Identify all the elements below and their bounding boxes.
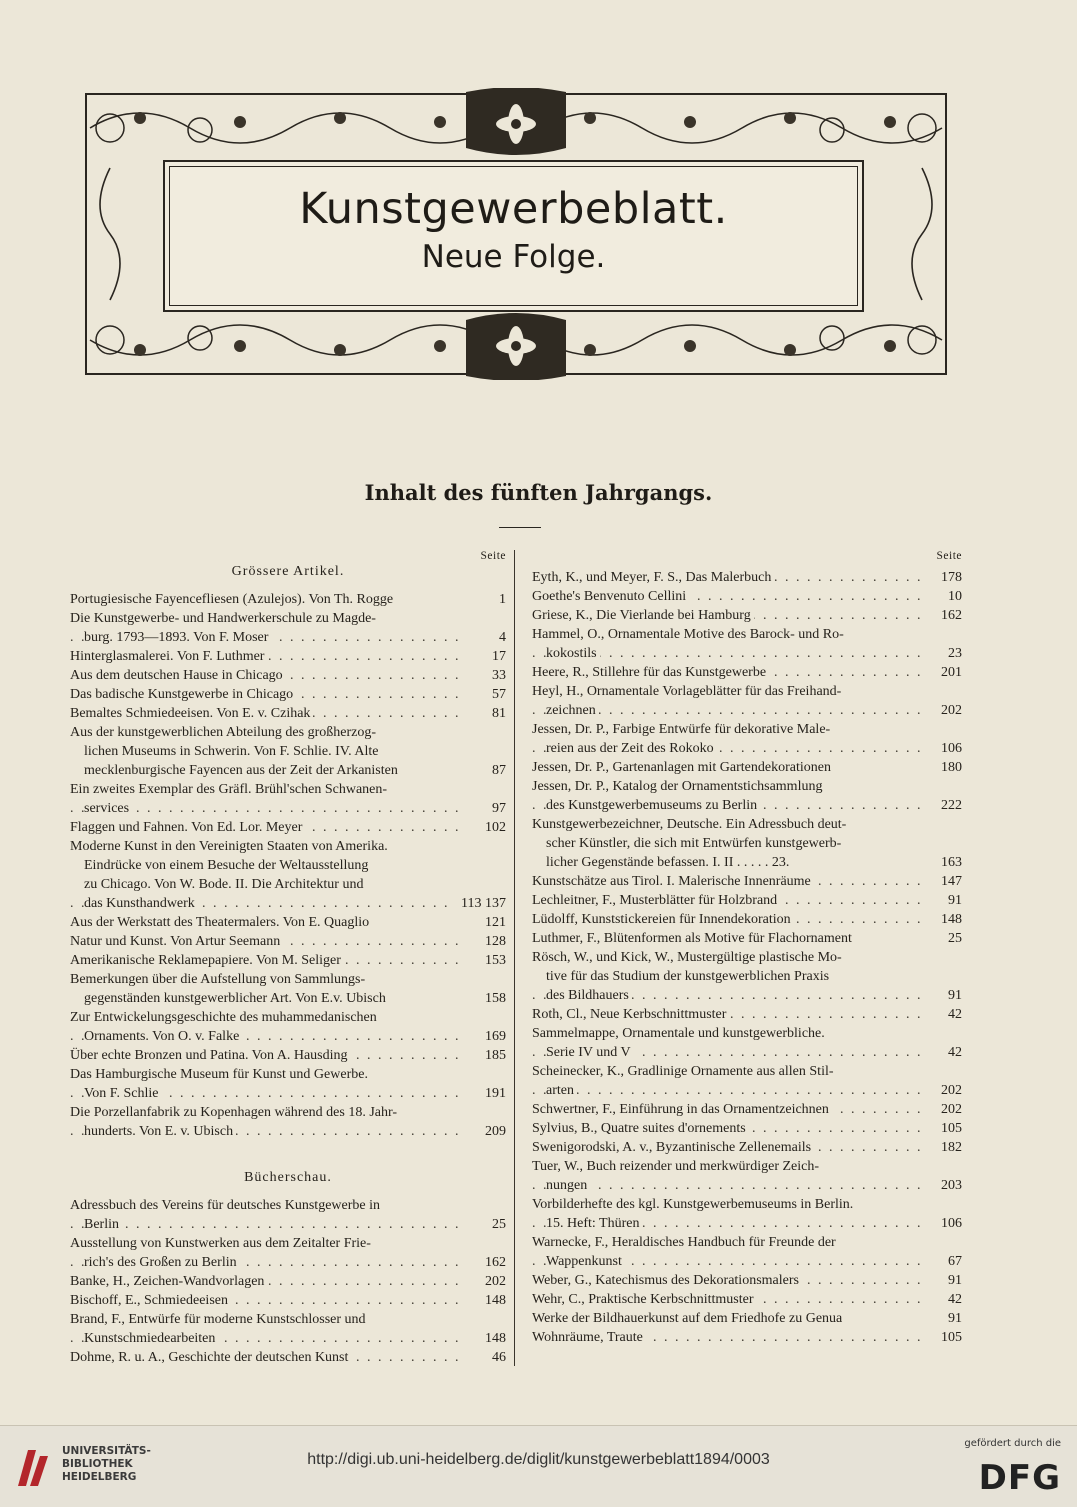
toc-entry-line — [532, 777, 962, 796]
entry-text: Kunstgewerbezeichner, Deutsche. Ein Adressbuch deut- — [532, 817, 847, 832]
entry-text: rich's des Großen zu Berlin — [84, 1255, 240, 1270]
toc-entry-line — [532, 1233, 962, 1252]
entry-text: licher Gegenstände befassen. I. II . . . . . 23. — [546, 855, 790, 870]
toc-entry-line — [532, 1176, 962, 1195]
entry-text: Das Hamburgische Museum für Kunst und Gewerbe. — [70, 1067, 368, 1082]
dfg-logo: DFG — [978, 1458, 1061, 1498]
entry-page-number: 147 — [930, 872, 962, 891]
toc-entry-line — [532, 891, 962, 910]
entry-text: Aus dem deutschen Hause in Chicago — [70, 668, 286, 683]
entry-page-number: 81 — [474, 704, 506, 723]
entry-page-number: 162 — [930, 606, 962, 625]
toc-entry-line — [70, 1065, 506, 1084]
column-divider — [514, 550, 515, 1366]
toc-entry-line — [70, 780, 506, 799]
entry-text: Sylvius, B., Quatre suites d'ornements — [532, 1121, 749, 1136]
entry-text: Heyl, H., Ornamentale Vorlageblätter für das Freihand- — [532, 684, 842, 699]
entry-text: Sammelmappe, Ornamentale und kunstgewerbliche. — [532, 1026, 825, 1041]
toc-entry-line — [532, 1138, 962, 1157]
footer-bar — [0, 1425, 1077, 1507]
entry-text: services — [84, 801, 132, 816]
entry-page-number: 91 — [930, 1309, 962, 1328]
toc-entry-line — [532, 834, 962, 853]
entry-text: des Bildhauers — [546, 988, 632, 1003]
entry-text: Bischoff, E., Schmiedeeisen — [70, 1293, 231, 1308]
entry-text: Kunstschätze aus Tirol. I. Malerische Innenräume — [532, 874, 814, 889]
entry-text: Weber, G., Katechismus des Dekorationsmalers — [532, 1273, 802, 1288]
entry-page-number: 23 — [930, 644, 962, 663]
entry-text: Warnecke, F., Heraldisches Handbuch für Freunde der — [532, 1235, 836, 1250]
toc-entry-line — [532, 1271, 962, 1290]
entry-text: Brand, F., Entwürfe für moderne Kunstschlosser und — [70, 1312, 366, 1327]
entry-text: Heere, R., Stillehre für das Kunstgewerbe — [532, 665, 769, 680]
entry-text: Über echte Bronzen und Patina. Von A. Hausding — [70, 1048, 351, 1063]
toc-entry-line — [70, 1329, 506, 1348]
entry-page-number: 182 — [930, 1138, 962, 1157]
entry-page-number: 105 — [930, 1328, 962, 1347]
entry-page-number: 203 — [930, 1176, 962, 1195]
entry-page-number: 33 — [474, 666, 506, 685]
article-list — [70, 590, 506, 1141]
toc-entry-line — [70, 647, 506, 666]
entry-page-number: 185 — [474, 1046, 506, 1065]
entry-text: Scheinecker, K., Gradlinige Ornamente aus allen Stil- — [532, 1064, 834, 1079]
entry-text: Wohnräume, Traute — [532, 1330, 646, 1345]
toc-entry-line — [70, 1291, 506, 1310]
toc-entry-line — [532, 587, 962, 606]
entry-text: 15. Heft: Thüren — [546, 1216, 642, 1231]
entry-page-number: 102 — [474, 818, 506, 837]
entry-page-number: 91 — [930, 1271, 962, 1290]
entry-text: tive für das Studium der kunstgewerblichen Praxis — [546, 969, 830, 984]
entry-text: Eindrücke von einem Besuche der Weltausstellung — [84, 858, 369, 873]
entry-text: Vorbilderhefte des kgl. Kunstgewerbemuseums in Berlin. — [532, 1197, 854, 1212]
entry-text: Jessen, Dr. P., Katalog der Ornamentstichsammlung — [532, 779, 823, 794]
university-name-line1: UNIVERSITÄTS- — [62, 1445, 151, 1457]
entry-text: Jessen, Dr. P., Farbige Entwürfe für dekorative Male- — [532, 722, 831, 737]
entry-text: Berlin — [84, 1217, 122, 1232]
entry-page-number: 180 — [930, 758, 962, 777]
entry-page-number: 10 — [930, 587, 962, 606]
entry-page-number: 178 — [930, 568, 962, 587]
entry-text: Goethe's Benvenuto Cellini — [532, 589, 689, 604]
toc-entry-line — [532, 606, 962, 625]
entry-text: Flaggen und Fahnen. Von Ed. Lor. Meyer — [70, 820, 305, 835]
toc-entry-line — [532, 910, 962, 929]
toc-entry-line — [532, 720, 962, 739]
entry-text: Moderne Kunst in den Vereinigten Staaten von Amerika. — [70, 839, 388, 854]
toc-entry-line — [532, 948, 962, 967]
university-name-line2: BIBLIOTHEK — [62, 1458, 133, 1470]
entry-text: Adressbuch des Vereins für deutsches Kunstgewerbe in — [70, 1198, 380, 1213]
page-column-label: Seite — [480, 550, 506, 562]
toc-entry-line — [70, 761, 506, 780]
entry-page-number: 91 — [930, 986, 962, 1005]
entry-text: des Kunstgewerbemuseums zu Berlin — [546, 798, 760, 813]
entry-page-number: 106 — [930, 739, 962, 758]
entry-text: Ornaments. Von O. v. Falke — [84, 1029, 242, 1044]
entry-text: Griese, K., Die Vierlande bei Hamburg — [532, 608, 754, 623]
entry-text: mecklenburgische Fayencen aus der Zeit der Arkanisten — [84, 763, 398, 778]
entry-text: arten — [546, 1083, 577, 1098]
toc-entry-line — [70, 913, 506, 932]
entry-text: Aus der kunstgewerblichen Abteilung des großherzog- — [70, 725, 376, 740]
entry-text: Lüdolff, Kunststickereien für Innendekoration — [532, 912, 794, 927]
entry-text: Die Kunstgewerbe- und Handwerkerschule zu Magde- — [70, 611, 376, 626]
entry-page-number: 128 — [474, 932, 506, 951]
toc-entry-line — [532, 872, 962, 891]
entry-page-number: 162 — [474, 1253, 506, 1272]
entry-text: Portugiesische Fayencefliesen (Azulejos). Von Th. Rogge — [70, 592, 394, 607]
contents-heading: Inhalt des fünften Jahrgangs. — [364, 480, 713, 505]
entry-text: Luthmer, F., Blütenformen als Motive für Flachornament — [532, 931, 852, 946]
entry-text: das Kunsthandwerk — [84, 896, 198, 911]
toc-entry-line — [532, 1005, 962, 1024]
entry-page-number: 25 — [474, 1215, 506, 1234]
entry-page-number: 1 — [474, 590, 506, 609]
entry-text: Lechleitner, F., Musterblätter für Holzbrand — [532, 893, 780, 908]
entry-text: Schwertner, F., Einführung in das Ornamentzeichnen — [532, 1102, 832, 1117]
toc-entry-line — [70, 875, 506, 894]
entry-text: Serie IV und V — [546, 1045, 634, 1060]
entry-text: zeichnen — [546, 703, 599, 718]
entry-text: kokostils — [546, 646, 600, 661]
toc-entry-line — [532, 1043, 962, 1062]
entry-page-number: 148 — [474, 1291, 506, 1310]
entry-text: Aus der Werkstatt des Theatermalers. Von E. Quaglio — [70, 915, 370, 930]
entry-text: lichen Museums in Schwerin. Von F. Schlie. IV. Alte — [84, 744, 379, 759]
toc-entry-line — [70, 799, 506, 818]
entry-page-number: 209 — [474, 1122, 506, 1141]
entry-page-number: 46 — [474, 1348, 506, 1367]
entry-text: Rösch, W., und Kick, W., Mustergültige plastische Mo- — [532, 950, 842, 965]
toc-entry-line — [70, 723, 506, 742]
toc-entry-line — [70, 1253, 506, 1272]
toc-entry-line — [70, 837, 506, 856]
entry-page-number: 17 — [474, 647, 506, 666]
entry-text: Hammel, O., Ornamentale Motive des Barock- und Ro- — [532, 627, 844, 642]
toc-entry-line — [70, 1027, 506, 1046]
toc-entry-line — [70, 894, 506, 913]
entry-text: reien aus der Zeit des Rokoko — [546, 741, 717, 756]
entry-page-number: 202 — [930, 701, 962, 720]
entry-text: Eyth, K., und Meyer, F. S., Das Malerbuch — [532, 570, 774, 585]
entry-page-number: 201 — [930, 663, 962, 682]
toc-entry-line — [532, 796, 962, 815]
toc-entry-line — [532, 701, 962, 720]
entry-page-number: 169 — [474, 1027, 506, 1046]
heading-rule — [499, 527, 541, 528]
source-url-link[interactable]: http://digi.ub.uni-heidelberg.de/diglit/kunstgewerbeblatt1894/0003 — [307, 1451, 770, 1468]
toc-entry-line — [70, 742, 506, 761]
toc-entry-line — [532, 682, 962, 701]
entry-page-number: 202 — [474, 1272, 506, 1291]
toc-entry-line — [70, 666, 506, 685]
toc-entry-line — [70, 856, 506, 875]
entry-text: Ein zweites Exemplar des Gräfl. Brühl'schen Schwanen- — [70, 782, 388, 797]
entry-text: Werke der Bildhauerkunst auf dem Friedhofe zu Genua — [532, 1311, 843, 1326]
toc-entry-line — [70, 1196, 506, 1215]
entry-page-number: 87 — [474, 761, 506, 780]
toc-entry-line — [532, 815, 962, 834]
toc-entry-line — [70, 590, 506, 609]
toc-entry-line — [70, 1008, 506, 1027]
entry-text: Tuer, W., Buch reizender und merkwürdiger Zeich- — [532, 1159, 820, 1174]
entry-text: Roth, Cl., Neue Kerbschnittmuster — [532, 1007, 729, 1022]
entry-text: Das badische Kunstgewerbe in Chicago — [70, 687, 296, 702]
entry-page-number: 25 — [930, 929, 962, 948]
toc-entry-line — [70, 970, 506, 989]
toc-entry-line — [532, 568, 962, 587]
entry-text: hunderts. Von E. v. Ubisch — [84, 1124, 236, 1139]
entry-text: Bemaltes Schmiedeeisen. Von E. v. Czihak — [70, 706, 313, 721]
entry-text: scher Künstler, die sich mit Entwürfen kunstgewerb- — [546, 836, 842, 851]
toc-entry-line — [532, 1119, 962, 1138]
entry-text: Von F. Schlie — [84, 1086, 161, 1101]
entry-page-number: 148 — [474, 1329, 506, 1348]
toc-entry-line — [70, 989, 506, 1008]
entry-text: Swenigorodski, A. v., Byzantinische Zellenemails — [532, 1140, 814, 1155]
entry-page-number: 153 — [474, 951, 506, 970]
entry-text: burg. 1793—1893. Von F. Moser — [84, 630, 271, 645]
entry-page-number: 191 — [474, 1084, 506, 1103]
toc-entry-line — [70, 1084, 506, 1103]
toc-entry-line — [532, 1100, 962, 1119]
entry-text: zu Chicago. Von W. Bode. II. Die Architektur und — [84, 877, 364, 892]
entry-page-number: 91 — [930, 891, 962, 910]
entry-page-number: 42 — [930, 1290, 962, 1309]
toc-entry-line — [70, 1215, 506, 1234]
toc-entry-line — [532, 986, 962, 1005]
entry-page-number: 97 — [474, 799, 506, 818]
journal-subtitle: Neue Folge. — [421, 239, 606, 275]
toc-entry-line — [70, 1046, 506, 1065]
entry-page-number: 163 — [930, 853, 962, 872]
entry-page-number: 4 — [474, 628, 506, 647]
toc-entry-line — [70, 932, 506, 951]
toc-entry-line — [70, 818, 506, 837]
toc-entry-line — [532, 625, 962, 644]
entry-text: Bemerkungen über die Aufstellung von Sammlungs- — [70, 972, 366, 987]
toc-entry-line — [70, 609, 506, 628]
toc-entry-line — [532, 1290, 962, 1309]
entry-text: Wehr, C., Praktische Kerbschnittmuster — [532, 1292, 756, 1307]
entry-text: Wappenkunst — [546, 1254, 625, 1269]
toc-entry-line — [532, 1081, 962, 1100]
funding-note: gefördert durch die — [964, 1438, 1061, 1449]
entry-text: Banke, H., Zeichen-Wandvorlagen — [70, 1274, 267, 1289]
entry-page-number: 113 137 — [455, 894, 506, 913]
entry-page-number: 158 — [474, 989, 506, 1008]
section-heading-articles: Grössere Artikel. — [231, 564, 345, 579]
section-heading-reviews: Bücherschau. — [244, 1170, 332, 1185]
entry-page-number: 222 — [930, 796, 962, 815]
toc-entry-line — [532, 1214, 962, 1233]
toc-entry-line — [532, 1157, 962, 1176]
toc-entry-line — [70, 951, 506, 970]
entry-page-number: 57 — [474, 685, 506, 704]
toc-entry-line — [70, 628, 506, 647]
entry-page-number: 202 — [930, 1081, 962, 1100]
toc-entry-line — [532, 1024, 962, 1043]
entry-text: Amerikanische Reklamepapiere. Von M. Seliger — [70, 953, 344, 968]
entry-page-number: 67 — [930, 1252, 962, 1271]
toc-entry-line — [70, 704, 506, 723]
entry-page-number: 42 — [930, 1005, 962, 1024]
entry-page-number: 121 — [474, 913, 506, 932]
toc-entry-line — [532, 853, 962, 872]
toc-entry-line — [532, 1062, 962, 1081]
toc-entry-line — [70, 1122, 506, 1141]
toc-entry-line — [532, 739, 962, 758]
toc-entry-line — [532, 1309, 962, 1328]
journal-title: Kunstgewerbeblatt. — [299, 184, 728, 234]
review-list — [70, 1196, 506, 1367]
university-name-line3: HEIDELBERG — [62, 1471, 137, 1483]
entry-text: nungen — [546, 1178, 590, 1193]
entry-text: Ausstellung von Kunstwerken aus dem Zeitalter Frie- — [70, 1236, 371, 1251]
title-box — [163, 160, 864, 312]
toc-entry-line — [532, 929, 962, 948]
entry-text: Dohme, R. u. A., Geschichte der deutschen Kunst — [70, 1350, 351, 1365]
entry-text: Natur und Kunst. Von Artur Seemann — [70, 934, 283, 949]
entry-page-number: 42 — [930, 1043, 962, 1062]
toc-entry-line — [70, 1103, 506, 1122]
toc-entry-line — [532, 644, 962, 663]
entry-text: gegenständen kunstgewerblicher Art. Von E.v. Ubisch — [84, 991, 386, 1006]
entry-page-number: 105 — [930, 1119, 962, 1138]
entry-text: Die Porzellanfabrik zu Kopenhagen während des 18. Jahr- — [70, 1105, 398, 1120]
toc-entry-line — [532, 758, 962, 777]
entry-text: Jessen, Dr. P., Gartenanlagen mit Gartendekorationen — [532, 760, 831, 775]
entry-text: Hinterglasmalerei. Von F. Luthmer — [70, 649, 267, 664]
toc-entry-line — [70, 1272, 506, 1291]
toc-entry-line — [532, 1252, 962, 1271]
entry-text: Zur Entwickelungsgeschichte des muhammedanischen — [70, 1010, 377, 1025]
toc-entry-line — [70, 685, 506, 704]
toc-entry-line — [532, 663, 962, 682]
toc-entry-line — [70, 1348, 506, 1367]
entry-page-number: 148 — [930, 910, 962, 929]
review-list-continued — [532, 568, 962, 1347]
toc-entry-line — [532, 967, 962, 986]
toc-entry-line — [532, 1195, 962, 1214]
toc-entry-line — [70, 1310, 506, 1329]
entry-text: Kunstschmiedearbeiten — [84, 1331, 218, 1346]
toc-entry-line — [532, 1328, 962, 1347]
page-column-label: Seite — [936, 550, 962, 562]
entry-page-number: 106 — [930, 1214, 962, 1233]
entry-page-number: 202 — [930, 1100, 962, 1119]
toc-entry-line — [70, 1234, 506, 1253]
